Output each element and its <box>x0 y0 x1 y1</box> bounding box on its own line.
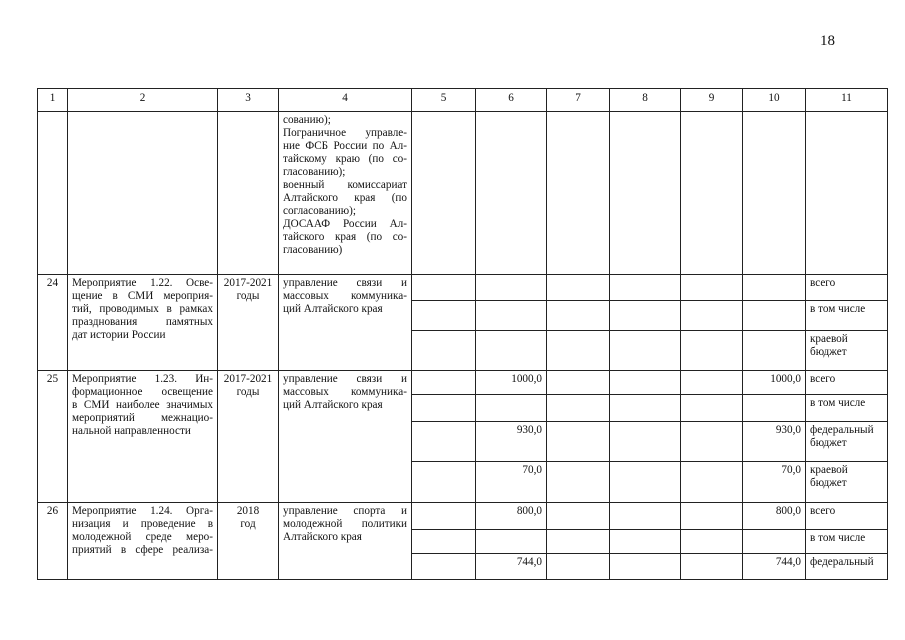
measure-name-line: Мероприятие 1.22. Осве- <box>72 277 213 289</box>
measure-name-line: тий, проводимых в рамках <box>72 303 213 315</box>
executor-line: массовых коммуника- <box>283 290 407 302</box>
value-cell <box>681 503 743 530</box>
header-cell: 8 <box>610 89 681 112</box>
funding-source-line: всего <box>810 373 836 385</box>
value-cell <box>476 530 547 554</box>
value-cell <box>743 530 806 554</box>
table-row <box>38 275 888 301</box>
value-cell <box>681 530 743 554</box>
measure-name-line: Мероприятие 1.24. Орга- <box>72 505 213 517</box>
value-cell <box>743 301 806 331</box>
measure-name-line: в СМИ наиболее значимых <box>72 399 213 411</box>
executor <box>279 275 412 371</box>
header-cell: 11 <box>806 89 888 112</box>
value-cell: 930,0 <box>476 422 547 462</box>
row-number: 25 <box>38 371 68 503</box>
executor-line: согласованию); <box>283 205 356 217</box>
header-cell: 4 <box>279 89 412 112</box>
header-cell: 2 <box>68 89 218 112</box>
funding-source <box>806 371 888 395</box>
value-cell <box>610 301 681 331</box>
value-cell <box>476 301 547 331</box>
measure-name-line: низация и проведение в <box>72 518 213 530</box>
value-cell <box>547 331 610 371</box>
value-cell <box>743 395 806 422</box>
row-number: 26 <box>38 503 68 580</box>
empty-cell <box>412 112 476 275</box>
measure-name-line: щение в СМИ мероприя- <box>72 290 213 302</box>
funding-source <box>806 301 888 331</box>
period <box>218 503 279 580</box>
executor-line: Алтайского края (по <box>283 192 407 204</box>
value-cell <box>547 371 610 395</box>
program-table <box>37 88 888 580</box>
value-cell <box>681 331 743 371</box>
period-line: 2017-2021 <box>223 277 273 289</box>
value-cell <box>610 503 681 530</box>
value-cell <box>610 331 681 371</box>
funding-source <box>806 422 888 462</box>
header-cell: 10 <box>743 89 806 112</box>
funding-source-line: в том числе <box>810 303 866 315</box>
measure-name-line: мероприятий межнацио- <box>72 412 213 424</box>
value-cell <box>610 462 681 503</box>
value-cell <box>681 371 743 395</box>
empty-cell <box>806 112 888 275</box>
value-cell <box>743 331 806 371</box>
header-cell: 5 <box>412 89 476 112</box>
executor <box>279 503 412 580</box>
period-line: год <box>240 518 256 530</box>
table-row <box>38 503 888 530</box>
period <box>218 275 279 371</box>
value-cell <box>547 275 610 301</box>
value-cell <box>476 331 547 371</box>
header-cell: 3 <box>218 89 279 112</box>
funding-source-line: федеральный <box>810 556 874 568</box>
value-cell <box>412 331 476 371</box>
value-cell <box>610 371 681 395</box>
value-cell <box>681 422 743 462</box>
funding-source-line: краевой <box>810 464 848 476</box>
value-cell: 70,0 <box>476 462 547 503</box>
value-cell <box>610 422 681 462</box>
header-cell: 9 <box>681 89 743 112</box>
funding-source <box>806 462 888 503</box>
value-cell <box>412 422 476 462</box>
measure-name-line: Мероприятие 1.23. Ин- <box>72 373 213 385</box>
value-cell: 930,0 <box>743 422 806 462</box>
executor-line: Пограничное управле- <box>283 127 407 139</box>
value-cell <box>412 371 476 395</box>
executor-line: молодежной политики <box>283 518 407 530</box>
value-cell <box>547 554 610 580</box>
funding-source <box>806 503 888 530</box>
funding-source <box>806 275 888 301</box>
value-cell <box>412 503 476 530</box>
value-cell <box>412 301 476 331</box>
funding-source-line: бюджет <box>810 477 847 489</box>
value-cell <box>610 530 681 554</box>
value-cell: 800,0 <box>743 503 806 530</box>
executor-line: ций Алтайского края <box>283 303 383 315</box>
measure-name <box>68 503 218 580</box>
value-cell: 744,0 <box>476 554 547 580</box>
funding-source-line: в том числе <box>810 397 866 409</box>
empty-cell <box>547 112 610 275</box>
measure-name-line: формационное освещение <box>72 386 213 398</box>
executor-line: военный комиссариат <box>283 179 407 191</box>
value-cell: 1000,0 <box>743 371 806 395</box>
executor-line: управление связи и <box>283 277 407 289</box>
value-cell <box>610 275 681 301</box>
funding-source-line: федеральный <box>810 424 874 436</box>
value-cell <box>476 395 547 422</box>
funding-source <box>806 530 888 554</box>
value-cell <box>743 275 806 301</box>
executor-line: тайскому краю (по со- <box>283 153 407 165</box>
empty-cell <box>476 112 547 275</box>
row-number: 24 <box>38 275 68 371</box>
funding-source-line: бюджет <box>810 346 847 358</box>
measure-name <box>68 371 218 503</box>
funding-source <box>806 331 888 371</box>
executor-line: управление спорта и <box>283 505 407 517</box>
value-cell <box>610 395 681 422</box>
empty-cell <box>38 112 68 275</box>
executor-cell <box>279 112 412 275</box>
executor-line: гласованию) <box>283 244 343 256</box>
empty-cell <box>68 112 218 275</box>
measure-name-line: празднования памятных <box>72 316 213 328</box>
executor-line: гласованию); <box>283 166 346 178</box>
period-line: годы <box>236 290 260 302</box>
value-cell: 744,0 <box>743 554 806 580</box>
value-cell <box>412 395 476 422</box>
executor-line: ций Алтайского края <box>283 399 383 411</box>
period-line: 2018 <box>236 505 260 517</box>
value-cell <box>681 462 743 503</box>
value-cell: 800,0 <box>476 503 547 530</box>
empty-cell <box>610 112 681 275</box>
executor-line: ДОСААФ России Ал- <box>283 218 407 230</box>
measure-name-line: молодежной среде меро- <box>72 531 213 543</box>
value-cell: 70,0 <box>743 462 806 503</box>
value-cell <box>412 462 476 503</box>
page-number: 18 <box>820 33 835 49</box>
executor-line: управление связи и <box>283 373 407 385</box>
value-cell <box>547 395 610 422</box>
value-cell <box>610 554 681 580</box>
value-cell <box>681 275 743 301</box>
table-row <box>38 371 888 395</box>
header-cell: 7 <box>547 89 610 112</box>
value-cell <box>547 503 610 530</box>
empty-cell <box>681 112 743 275</box>
header-cell: 6 <box>476 89 547 112</box>
value-cell <box>412 554 476 580</box>
value-cell <box>412 530 476 554</box>
executor-line: сованию); <box>283 114 331 126</box>
executor <box>279 371 412 503</box>
value-cell <box>476 275 547 301</box>
empty-cell <box>218 112 279 275</box>
funding-source-line: краевой <box>810 333 848 345</box>
value-cell <box>412 275 476 301</box>
executor-line: ние ФСБ России по Ал- <box>283 140 407 152</box>
period <box>218 371 279 503</box>
funding-source-line: всего <box>810 505 836 517</box>
funding-source-line: всего <box>810 277 836 289</box>
value-cell: 1000,0 <box>476 371 547 395</box>
value-cell <box>681 301 743 331</box>
value-cell <box>547 462 610 503</box>
measure-name-line: дат истории России <box>72 329 166 341</box>
funding-source-line: бюджет <box>810 437 847 449</box>
measure-name-line: нальной направленности <box>72 425 191 437</box>
funding-source <box>806 554 888 580</box>
period-line: 2017-2021 <box>223 373 273 385</box>
header-cell: 1 <box>38 89 68 112</box>
executor-line: массовых коммуника- <box>283 386 407 398</box>
value-cell <box>547 301 610 331</box>
header-row <box>38 89 888 112</box>
value-cell <box>681 554 743 580</box>
executor-line: Алтайского края <box>283 531 362 543</box>
period-line: годы <box>236 386 260 398</box>
funding-source <box>806 395 888 422</box>
value-cell <box>547 530 610 554</box>
funding-source-line: в том числе <box>810 532 866 544</box>
empty-cell <box>743 112 806 275</box>
value-cell <box>681 395 743 422</box>
executor-line: тайского края (по со- <box>283 231 407 243</box>
measure-name-line: приятий в сфере реализа- <box>72 544 213 556</box>
continuation-row <box>38 112 888 275</box>
measure-name <box>68 275 218 371</box>
value-cell <box>547 422 610 462</box>
